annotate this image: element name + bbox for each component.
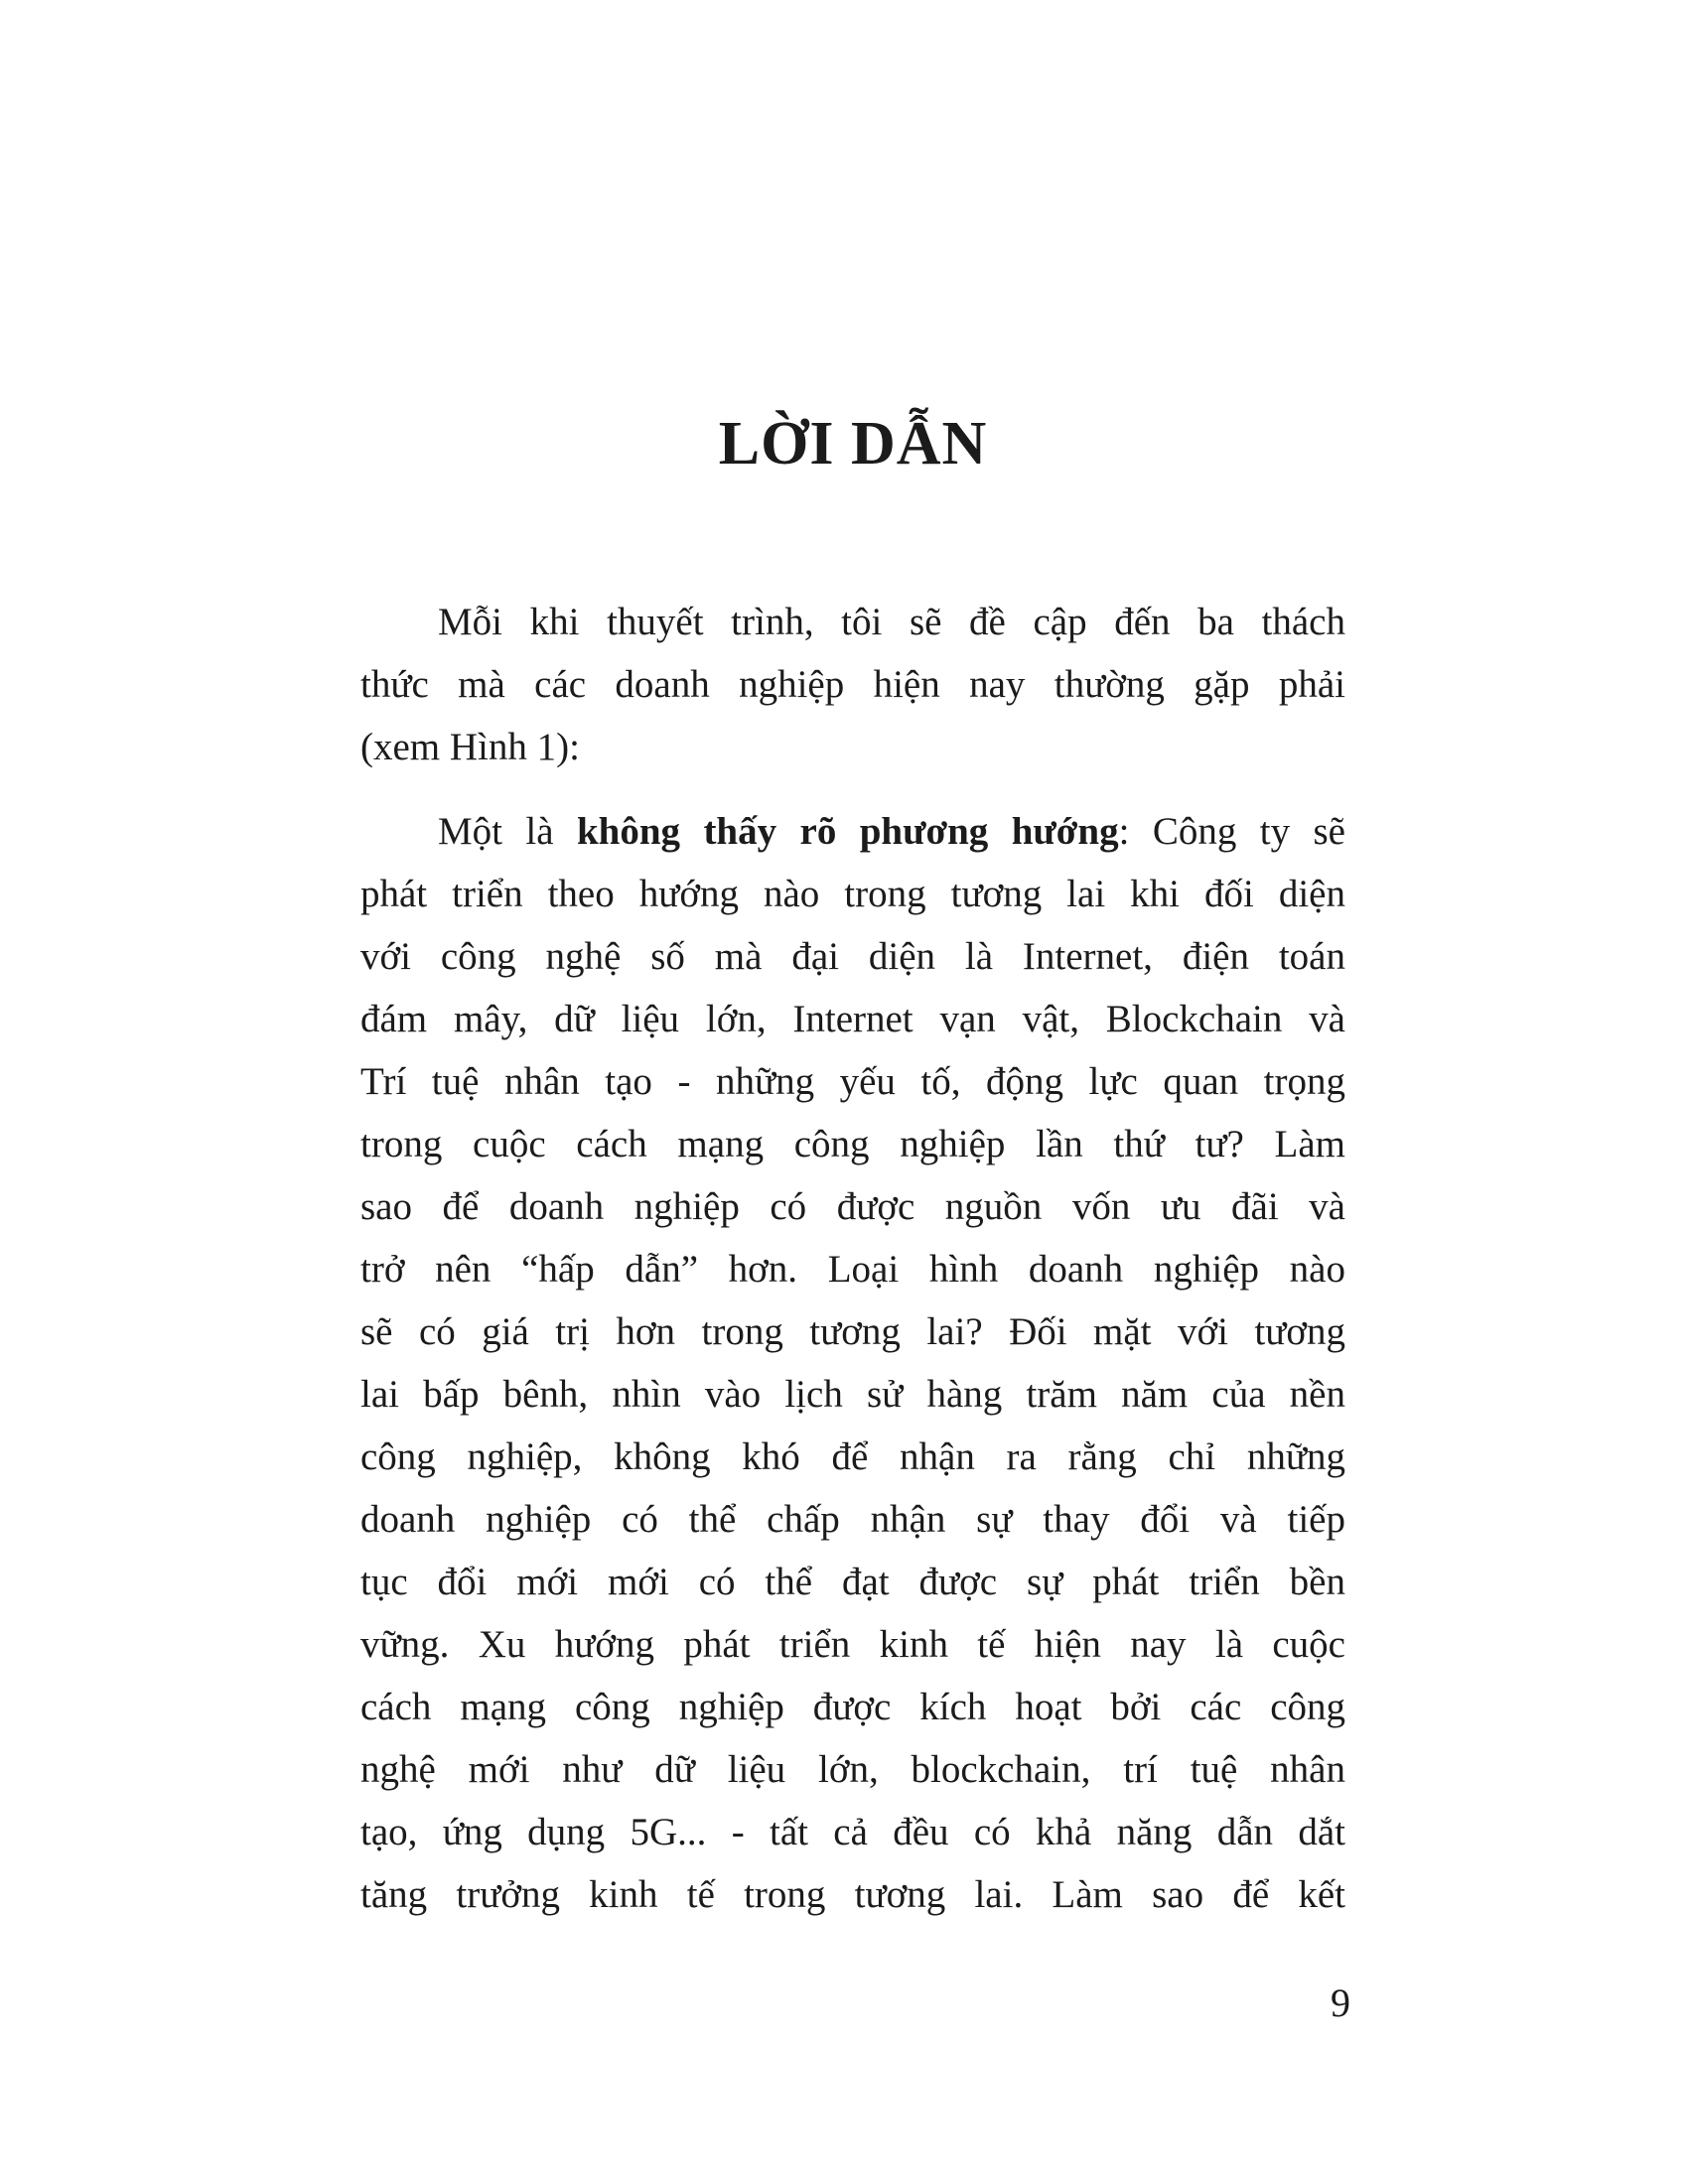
text-line — [360, 1488, 1345, 1551]
text-line — [360, 800, 1345, 863]
text-segment: vững. Xu hướng phát triển kinh tế hiện nay là cuộc — [360, 1623, 1345, 1666]
text-segment: tăng trưởng kinh tế trong tương lai. Làm sao để kết — [360, 1873, 1345, 1916]
text-line — [360, 1801, 1345, 1863]
text-line — [360, 1551, 1345, 1613]
text-line — [360, 1738, 1345, 1801]
text-line — [360, 1613, 1345, 1676]
text-line — [360, 1676, 1345, 1738]
text-line — [360, 988, 1345, 1050]
text-segment: với công nghệ số mà đại diện là Internet, điện toán — [360, 935, 1345, 978]
text-line — [360, 1113, 1345, 1175]
text-segment: thức mà các doanh nghiệp hiện nay thường gặp phải — [360, 663, 1345, 706]
text-segment: doanh nghiệp có thể chấp nhận sự thay đổi và tiếp — [360, 1498, 1345, 1541]
text-line — [360, 925, 1345, 988]
text-line — [360, 653, 1345, 716]
text-segment: sao để doanh nghiệp có được nguồn vốn ưu đãi và — [360, 1185, 1345, 1228]
text-segment: nghệ mới như dữ liệu lớn, blockchain, trí tuệ nhân — [360, 1748, 1345, 1791]
text-segment: lai bấp bênh, nhìn vào lịch sử hàng trăm năm của nền — [360, 1373, 1345, 1416]
text-line — [360, 1300, 1345, 1363]
paragraph — [360, 800, 1345, 1926]
text-segment: Trí tuệ nhân tạo - những yếu tố, động lực quan trọng — [360, 1060, 1345, 1103]
text-segment: trở nên “hấp dẫn” hơn. Loại hình doanh nghiệp nào — [360, 1248, 1345, 1291]
text-line — [360, 1426, 1345, 1488]
text-segment: : Công ty sẽ — [1118, 810, 1345, 853]
text-segment: phát triển theo hướng nào trong tương lai khi đối diện — [360, 873, 1345, 915]
text-segment: trong cuộc cách mạng công nghiệp lần thứ tư? Làm — [360, 1123, 1345, 1165]
text-segment: sẽ có giá trị hơn trong tương lai? Đối mặt với tương — [360, 1310, 1345, 1353]
text-segment: (xem Hình 1): — [360, 726, 580, 768]
chapter-title: LỜI DẪN — [718, 410, 988, 478]
text-line — [360, 1175, 1345, 1238]
text-line — [360, 1238, 1345, 1300]
bold-text-segment: không thấy rõ phương hướng — [576, 810, 1119, 853]
text-segment: cách mạng công nghiệp được kích hoạt bởi các công — [360, 1686, 1345, 1728]
text-segment: đám mây, dữ liệu lớn, Internet vạn vật, Blockchain và — [360, 998, 1345, 1040]
text-segment: Mỗi khi thuyết trình, tôi sẽ đề cập đến ba thách — [438, 601, 1345, 643]
paragraph — [360, 591, 1345, 778]
text-line — [360, 716, 1345, 778]
text-segment: Một là — [438, 810, 577, 853]
body-text — [360, 591, 1345, 1926]
text-line — [360, 1363, 1345, 1426]
text-segment: công nghiệp, không khó để nhận ra rằng chỉ những — [360, 1435, 1345, 1478]
text-segment: tạo, ứng dụng 5G... - tất cả đều có khả năng dẫn dắt — [360, 1811, 1345, 1853]
text-line — [360, 1863, 1345, 1926]
text-line — [360, 591, 1345, 653]
text-line — [360, 1050, 1345, 1113]
text-line — [360, 863, 1345, 925]
text-segment: tục đổi mới mới có thể đạt được sự phát triển bền — [360, 1561, 1345, 1603]
page-number: 9 — [1331, 1980, 1350, 2025]
